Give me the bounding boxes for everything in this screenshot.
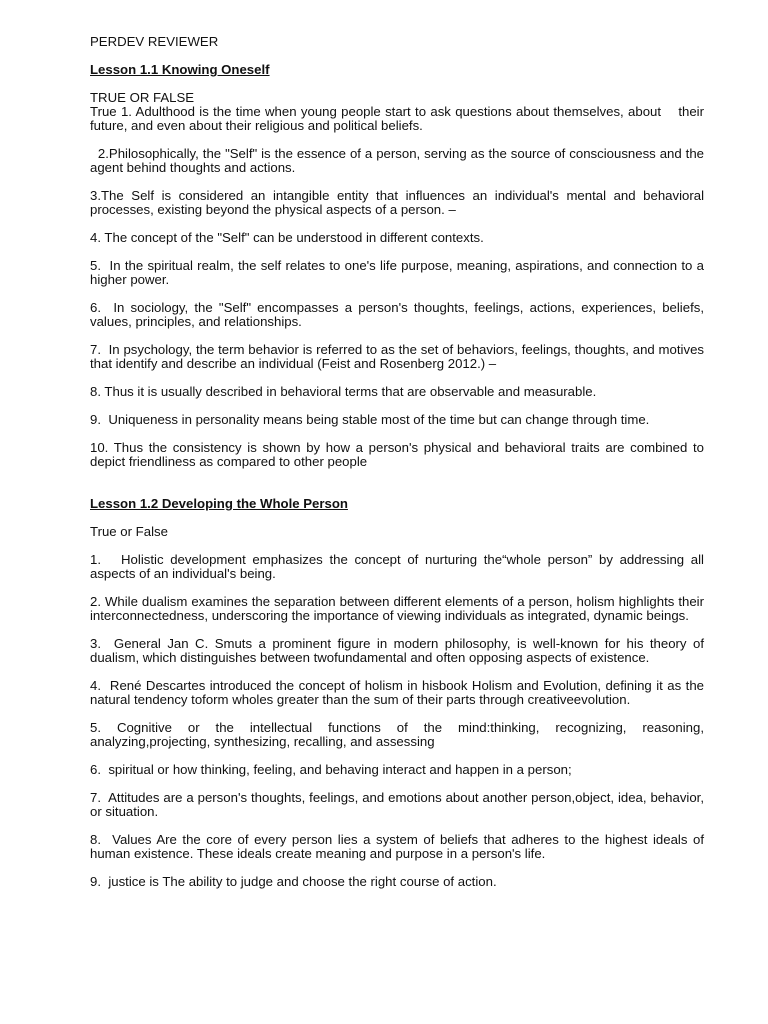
lesson-1-item: 5. In the spiritual realm, the self relates to one's life purpose, meaning, aspirations, and connection to a higher power. — [90, 258, 708, 287]
lesson-1-item: 3.The Self is considered an intangible entity that influences an individual's mental and behavioral processes, existing beyond the physical aspects of a person. – — [90, 188, 708, 217]
lesson-1-item: 10. Thus the consistency is shown by how a person's physical and behavioral traits are combined to depict friendliness as compared to other people — [90, 440, 708, 469]
lesson-2-item: 6. spiritual or how thinking, feeling, and behaving interact and happen in a person; — [90, 762, 572, 777]
lesson-2-item: 7. Attitudes are a person's thoughts, feelings, and emotions about another person,object, idea, behavior, or situation. — [90, 790, 708, 819]
lesson-2-item: 4. René Descartes introduced the concept of holism in hisbook Holism and Evolution, defining it as the natural tendency toform wholes greater than the sum of their parts through creativeevolution. — [90, 678, 708, 707]
lesson-1-item: 9. Uniqueness in personality means being stable most of the time but can change through time. — [90, 412, 650, 427]
lesson-2-item: 3. General Jan C. Smuts a prominent figure in modern philosophy, is well-known for his theory of dualism, which distinguishes between twofundamental and often opposing aspects of existence. — [90, 636, 708, 665]
lesson-1-item: True 1. Adulthood is the time when young people start to ask questions about themselves, about their future, and even about their religious and political beliefs. — [90, 104, 708, 133]
lesson-1-section-label: TRUE OR FALSE — [90, 90, 195, 105]
lesson-1-item: 6. In sociology, the "Self" encompasses a person's thoughts, feelings, actions, experiences, beliefs, values, principles, and relationships. — [90, 300, 708, 329]
lesson-2-item: 1. Holistic development emphasizes the concept of nurturing the“whole person” by addressing all aspects of an individual's being. — [90, 552, 708, 581]
lesson-1-item: 7. In psychology, the term behavior is referred to as the set of behaviors, feelings, thoughts, and motives that identify and describe an individual (Feist and Rosenberg 2012.) – — [90, 342, 708, 371]
lesson-2-item: 8. Values Are the core of every person lies a system of beliefs that adheres to the highest ideals of human existence. These ideals create meaning and purpose in a person's life. — [90, 832, 708, 861]
lesson-2-item: 9. justice is The ability to judge and choose the right course of action. — [90, 874, 497, 889]
lesson-2-item: 2. While dualism examines the separation between different elements of a person, holism highlights their interconnectedness, underscoring the importance of viewing individuals as integrated, dynamic beings. — [90, 594, 708, 623]
lesson-1-heading: Lesson 1.1 Knowing Oneself — [90, 62, 270, 77]
lesson-2-heading: Lesson 1.2 Developing the Whole Person — [90, 496, 348, 511]
lesson-2-item: 5. Cognitive or the intellectual functions of the mind:thinking, recognizing, reasoning, analyzing,projecting, synthesizing, recalling, and assessing — [90, 720, 708, 749]
lesson-2-section-label: True or False — [90, 524, 168, 539]
lesson-1-item: 8. Thus it is usually described in behavioral terms that are observable and measurable. — [90, 384, 597, 399]
lesson-1-item: 2.Philosophically, the "Self" is the essence of a person, serving as the source of consciousness and the agent behind thoughts and actions. — [90, 146, 708, 175]
document-title: PERDEV REVIEWER — [90, 34, 219, 49]
document-page — [90, 34, 708, 903]
lesson-1-item: 4. The concept of the "Self" can be understood in different contexts. — [90, 230, 484, 245]
